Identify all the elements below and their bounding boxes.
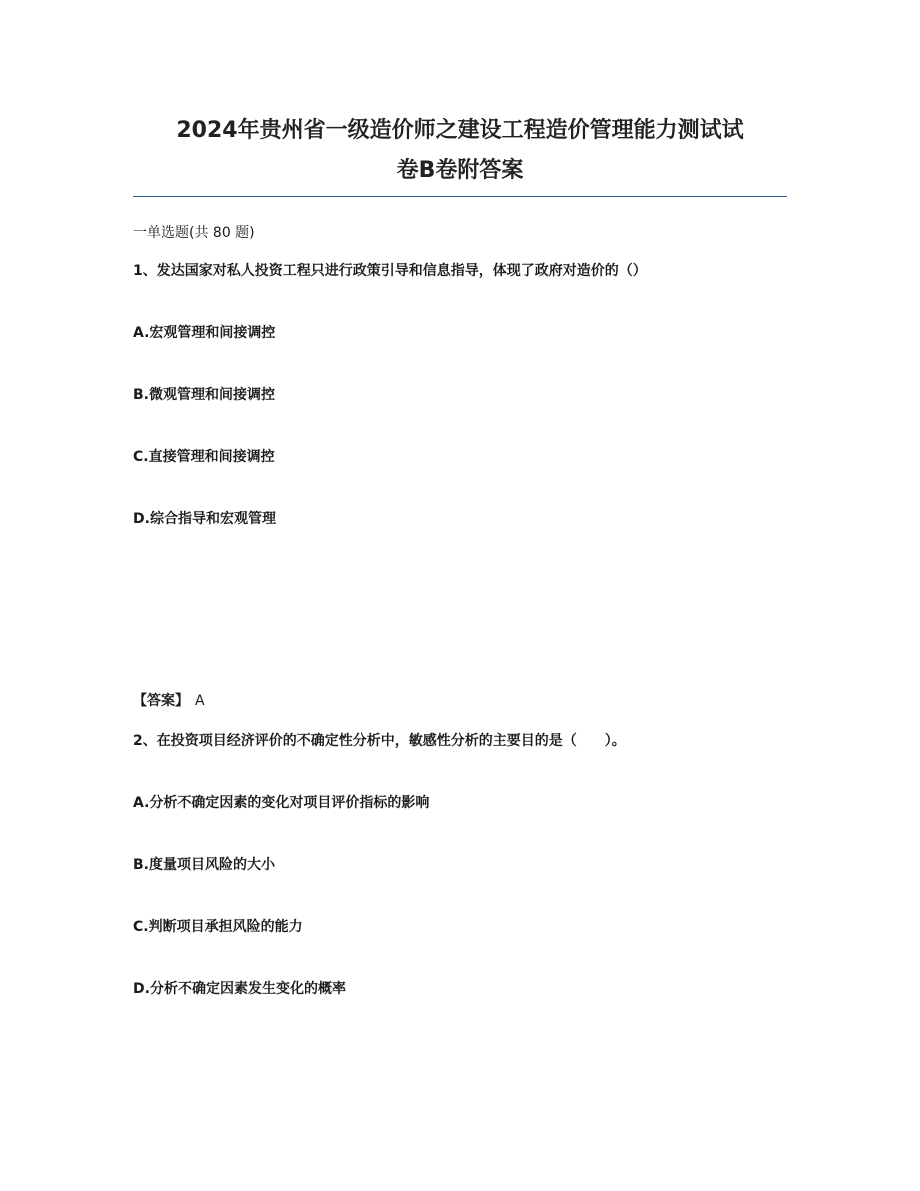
question-1-stem: 1、发达国家对私人投资工程只进行政策引导和信息指导，体现了政府对造价的（） (133, 263, 647, 279)
question-2-option-b: B.度量项目风险的大小 (133, 857, 275, 873)
document-title-line-2: 卷B卷附答案 (396, 158, 524, 183)
question-2-option-d: D.分析不确定因素发生变化的概率 (133, 981, 346, 997)
question-1-answer (133, 691, 205, 711)
answer-label: 【答案】 (133, 693, 189, 709)
answer-value: A (195, 693, 205, 709)
question-2-option-c: C.判断项目承担风险的能力 (133, 919, 303, 935)
question-1-option-d: D.综合指导和宏观管理 (133, 511, 276, 527)
question-2-stem: 2、在投资项目经济评价的不确定性分析中，敏感性分析的主要目的是（ ）。 (133, 733, 626, 749)
title-divider (133, 196, 787, 197)
question-2-option-a: A.分析不确定因素的变化对项目评价指标的影响 (133, 795, 430, 811)
question-1-option-b: B.微观管理和间接调控 (133, 387, 275, 403)
section-heading: 一单选题(共 80 题) (133, 225, 255, 241)
question-1-option-a: A.宏观管理和间接调控 (133, 325, 276, 341)
document-title-line-1: 2024年贵州省一级造价师之建设工程造价管理能力测试试 (176, 118, 744, 143)
question-1-option-c: C.直接管理和间接调控 (133, 449, 275, 465)
